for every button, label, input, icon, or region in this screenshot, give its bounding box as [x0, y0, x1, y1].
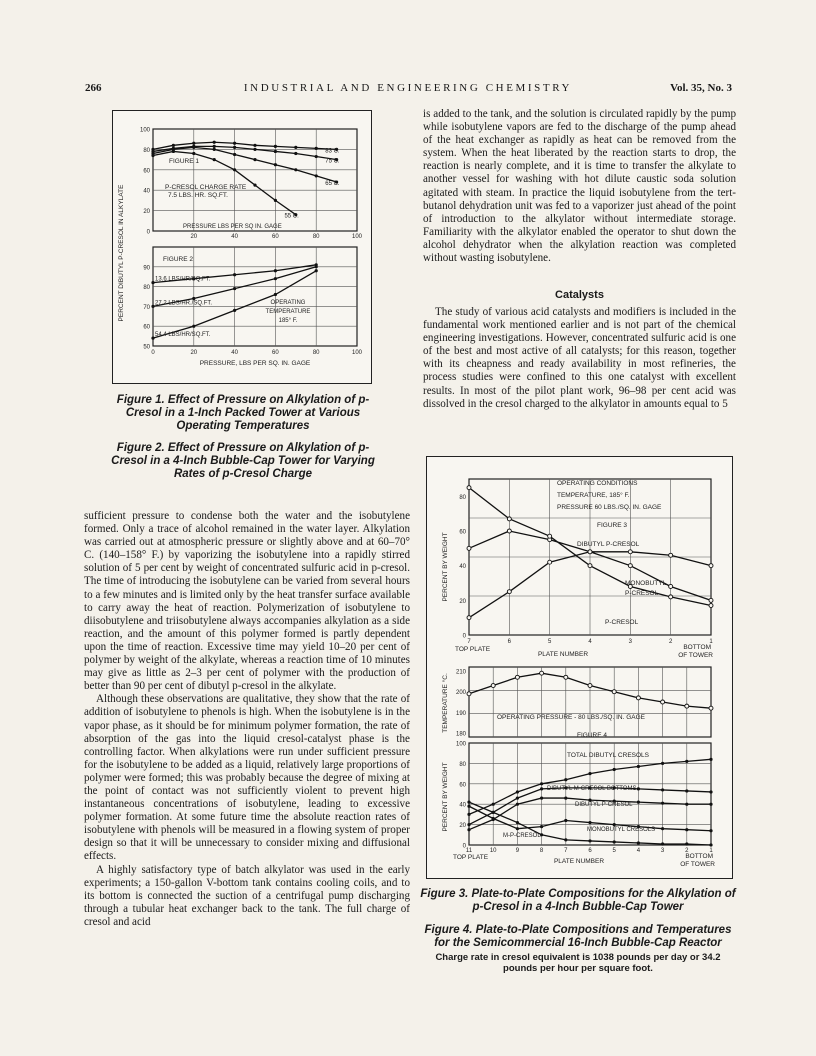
fig4-comp-series-line-point [637, 787, 640, 790]
fig4-comp-series-label: DIBUTYL M-CRESOL BOTTOMS [547, 786, 637, 792]
fig1-series-line-point [294, 152, 297, 155]
fig4-comp-series-line-point [564, 778, 567, 781]
fig3-series-label: DIBUTYL P-CRESOL [577, 541, 640, 548]
paragraph: The study of various acid catalysts and modifiers is included in the fundamental work mentioned earlier and is not part of the chemical engineering investigations. However, concentrated sulfuric acid is one of the best and most active of all catalysts; for this reason, together with its cheapness and ready availability in most refineries, the process studies were confined to this one catalyst with excellent results. In most of the pilot plant work, 96–98 per cent acid was dissolved in the cresol charged to the alkylator in amounts equal to 5 [423, 306, 736, 410]
fig3-series-line-point [709, 598, 713, 602]
fig1-series-label: 75 C. [325, 158, 340, 165]
figure-1-2-chart [113, 111, 371, 383]
fig3-xtick: 2 [668, 639, 673, 645]
fig4-temp-ytick: 180 [455, 731, 466, 738]
fig3-conditions: PRESSURE 60 LBS./SQ. IN. GAGE [557, 504, 662, 511]
fig4-temp-line-point [661, 700, 665, 704]
fig4-comp-series-line-point [709, 758, 712, 761]
fig4-comp-xtick: 4 [636, 848, 641, 854]
fig4-comp-series-line-point [685, 760, 688, 763]
fig2-series-line-point [315, 265, 318, 268]
fig4-comp-series-line-point [540, 825, 543, 828]
fig3-xtick: 3 [628, 639, 633, 645]
fig4-temp-ylabel: TEMPERATURE °C. [442, 673, 449, 733]
fig4-comp-xtick: 7 [564, 848, 568, 854]
fig4-comp-series-line-point [492, 811, 495, 814]
fig1-note: P-CRESOL CHARGE RATE [165, 184, 247, 191]
fig3-series-line-point [709, 604, 713, 608]
fig4-comp-xtick: 9 [515, 848, 520, 854]
right-column-text [423, 108, 736, 265]
fig3-series-label: P-CRESOL [625, 590, 659, 597]
fig3-series-line-point [548, 560, 552, 564]
fig3-series-line-point [669, 595, 673, 599]
fig2-label: FIGURE 2 [163, 256, 193, 263]
fig3-ytick: 60 [459, 529, 466, 536]
left-column-text [84, 510, 410, 929]
figure-1-2-frame [112, 110, 372, 384]
fig3-title: FIGURE 3 [597, 522, 627, 529]
fig2-xtick: 60 [272, 350, 279, 356]
fig4-comp-series-line-point [492, 803, 495, 806]
fig4-comp-series-line-point [661, 788, 664, 791]
fig2-xtick: 100 [351, 350, 363, 356]
fig1-label: FIGURE 1 [169, 158, 199, 165]
fig2-xtick: 80 [312, 350, 320, 356]
fig3-xtick: 1 [709, 639, 713, 645]
fig4-comp-ytick: 40 [459, 802, 466, 809]
fig1-series-line-point [274, 150, 277, 153]
fig1-series-line-point [253, 158, 256, 161]
fig2-ytick: 80 [143, 285, 150, 292]
fig4-comp-series-line-point [613, 768, 616, 771]
fig1-ytick: 60 [143, 168, 150, 175]
fig1-series-line-point [213, 145, 216, 148]
fig1-series-line-point [172, 150, 175, 153]
fig4-comp-series-line-point [709, 829, 712, 832]
fig2-xlabel: PRESSURE, LBS PER SQ. IN. GAGE [199, 360, 311, 367]
fig3-series-line-point [588, 564, 592, 568]
fig4-comp-xtick: 3 [660, 848, 665, 854]
fig4-comp-xtick: 8 [539, 848, 544, 854]
fig2-annotation: TEMPERATURE [265, 309, 311, 315]
fig1-series-line-point [233, 153, 236, 156]
fig4-comp-series-line-point [613, 823, 616, 826]
fig1-xtick: 20 [190, 234, 198, 240]
journal-title: INDUSTRIAL AND ENGINEERING CHEMISTRY [243, 82, 573, 94]
fig1-xtick: 40 [231, 234, 238, 240]
fig1-series-line-point [253, 148, 256, 151]
fig1-series-label: 65 C. [325, 181, 340, 188]
fig4-temp-line-point [564, 675, 568, 679]
figure-3-4-chart [427, 457, 732, 878]
fig3-series-line-point [467, 486, 471, 490]
fig2-xtick: 40 [231, 350, 238, 356]
fig3-series-line-point [548, 534, 552, 538]
fig4-annotation: OPERATING PRESSURE - 80 LBS./SQ. IN. GAGE [497, 714, 645, 721]
fig1-series-line-point [233, 146, 236, 149]
paragraph: Although these observations are qualitative, they show that the rate of addition of isobutylene to phenols is high. When the isobutylene is in the vapor phase, as it should be for minimum polymer formation, the rate of absorption of the gas into the liquid cresol-catalyst phase is the controlling factor. When alkylations were run under sufficient pressure for the isobutylene to be added as a liquid, relatively large proportions of polymer were formed; this was probably because the degree of mixing at the point of contact was not sufficiently violent to prevent high instantaneous concentrations of isobutylene, leading to excessive polymer formation. At some future time the absolute reaction rates of isobutylene with phenols will be measured in a flowing system of proper design so that it will be unnecessary to consider mixing and diffusional effects. [84, 693, 410, 863]
fig4-comp-series-line-point [564, 838, 567, 841]
fig1-ytick: 40 [143, 188, 150, 195]
fig3-conditions: OPERATING CONDITIONS [557, 480, 638, 487]
fig4-temp-line-point [709, 706, 713, 710]
fig4-comp-series-line-point [492, 817, 495, 820]
fig2-series-line-point [233, 273, 236, 276]
figure-1-caption: Figure 1. Effect of Pressure on Alkylation of p-Cresol in a 1-Inch Packed Tower at Various Operating Temperatures [116, 394, 370, 432]
fig4-comp-series-label: M-P-CRESOL [503, 833, 541, 839]
fig3-series-line-point [669, 553, 673, 557]
fig3-series-line-point [709, 564, 713, 568]
fig3-series-line-point [628, 550, 632, 554]
fig1-series-line-point [213, 158, 216, 161]
fig2-xtick: 20 [190, 350, 198, 356]
fig1-series-label: 55 C. [284, 213, 299, 220]
fig1-ytick: 20 [143, 209, 150, 216]
fig4-comp-series-line-point [588, 772, 591, 775]
fig3-series-line-point [467, 546, 471, 550]
fig3-ytick: 40 [459, 564, 466, 571]
fig4-comp-series-label: MONOBUTYL CRESOLS [587, 827, 656, 833]
fig4-temp-ytick: 200 [455, 690, 466, 697]
fig1-series-line-point [213, 148, 216, 151]
fig1-series-label: 83 C. [325, 148, 340, 155]
fig4-temp-line-point [685, 704, 689, 708]
figure-3-4-frame [426, 456, 733, 879]
fig4-temp-ytick: 190 [455, 710, 466, 717]
fig4-comp-x-left-label: TOP PLATE [453, 854, 489, 861]
fig1-xtick: 100 [351, 234, 363, 240]
fig1-series-line-point [172, 144, 175, 147]
fig3-ylabel: PERCENT BY WEIGHT [442, 532, 449, 602]
fig2-xtick: 0 [151, 350, 155, 356]
fig3-series-label: P-CRESOL [605, 619, 639, 626]
fig4-title: FIGURE 4 [577, 732, 607, 739]
fig1-series-line-point [315, 174, 318, 177]
fig3-xlabel: PLATE NUMBER [537, 651, 589, 658]
fig1-xtick: 80 [312, 234, 320, 240]
fig2-ytick: 70 [143, 304, 150, 311]
fig4-comp-series-line-point [685, 803, 688, 806]
fig4-comp-series-line-point [709, 843, 712, 846]
fig1-series-line-point [151, 154, 154, 157]
fig4-comp-series-line-point [588, 821, 591, 824]
fig4-comp-xtick: 11 [465, 848, 473, 854]
fig1-series-line-point [274, 163, 277, 166]
fig3-xtick: 6 [507, 639, 512, 645]
fig1-ytick: 100 [139, 127, 150, 134]
fig2-series-line-point [274, 277, 277, 280]
fig4-comp-xtick: 5 [612, 848, 616, 854]
fig4-comp-series-line-point [540, 796, 543, 799]
shared-ylabel: PERCENT DIBUTYL P-CRESOL IN ALKYLATE [118, 184, 125, 322]
fig2-series-label: 54.4 LBS/HR/SQ.FT. [155, 332, 211, 339]
fig3-xtick: 7 [467, 639, 471, 645]
fig1-series-line-point [253, 184, 256, 187]
fig3-series-label: MONOBUTYL [625, 580, 667, 587]
fig1-series-line-point [274, 199, 277, 202]
fig1-series-line-point [192, 152, 195, 155]
volume-issue: Vol. 35, No. 3 [670, 82, 732, 94]
fig2-series-line-point [315, 269, 318, 272]
fig3-series-line-point [467, 616, 471, 620]
fig3-conditions: TEMPERATURE, 185° F. [557, 492, 630, 499]
fig2-series-line-point [274, 269, 277, 272]
fig1-series-line-point [294, 168, 297, 171]
fig4-comp-series-line-point [516, 803, 519, 806]
fig4-comp-ytick: 60 [459, 782, 466, 789]
paragraph: is added to the tank, and the solution is circulated rapidly by the pump while isobutylene vapors are fed to the discharge of the pump ahead of the heat exchanger as rapidly as heat can be removed from the system. When the heat liberated by the reaction starts to drop, the reaction is nearly complete, and it is time to transfer the alkylate to another vessel for washing with hot dilute caustic soda solution agitated with steam. In practice the liquid isobutylene from the tert-butanol dehydration unit was fed to a vaporizer just ahead of the point of introduction to the alkylator without intermediate storage. Familiarity with the alkylator enabled the operator to shut down the alcohol dehydrator when the alkylation reaction was completed without wasting isobutylene. [423, 108, 736, 265]
fig4-comp-ytick: 20 [459, 823, 466, 830]
section-heading-catalysts: Catalysts [555, 289, 604, 301]
fig4-comp-series-label: TOTAL DIBUTYL CRESOLS [567, 752, 649, 759]
fig4-temp-line-point [491, 684, 495, 688]
fig4-comp-ytick: 80 [459, 761, 466, 768]
fig4-comp-series-line-point [709, 790, 712, 793]
fig4-comp-series-line-point [661, 802, 664, 805]
figure-3-caption: Figure 3. Plate-to-Plate Compositions for the Alkylation of p-Cresol in a 4-Inch Bubble-Cap Tower [420, 888, 736, 913]
fig4-comp-series-line-point [637, 765, 640, 768]
fig3-series-line-point [669, 584, 673, 588]
fig3-series-line-point [628, 564, 632, 568]
fig4-comp-x-right-label: OF TOWER [680, 861, 715, 868]
fig4-comp-series-line-point [516, 821, 519, 824]
fig4-comp-series-line-point [613, 840, 616, 843]
fig3-xtick: 5 [547, 639, 552, 645]
fig4-comp-series-line-point [637, 801, 640, 804]
fig1-series-line-point [274, 145, 277, 148]
fig4-comp-series-line-point [661, 762, 664, 765]
fig4-temp-line-point [540, 671, 544, 675]
fig4-comp-series-line-point [661, 842, 664, 845]
fig3-ytick: 0 [462, 633, 466, 640]
figure-4-caption: Figure 4. Plate-to-Plate Compositions and Temperatures for the Semicommercial 16-Inch Bubble-Cap Reactor [424, 924, 732, 949]
fig4-comp-series-line-point [540, 782, 543, 785]
fig1-series-line-point [192, 142, 195, 145]
fig4-comp-series-line-point [516, 790, 519, 793]
fig4-comp-series-line-point [709, 803, 712, 806]
fig2-ytick: 50 [143, 344, 150, 351]
fig4-comp-series-line-point [516, 827, 519, 830]
fig1-series-line-point [253, 144, 256, 147]
fig3-series-line-point [507, 590, 511, 594]
fig4-comp-series-line-point [564, 819, 567, 822]
fig1-xlabel: PRESSURE LBS PER SQ IN. GAGE [183, 224, 282, 230]
fig3-ytick: 80 [459, 494, 466, 501]
fig3-series-line-point [507, 517, 511, 521]
fig2-annotation: 185° F. [278, 318, 298, 324]
fig4-comp-ytick: 0 [462, 843, 466, 850]
fig2-ytick: 90 [143, 265, 150, 272]
fig4-comp-series-line-point [516, 796, 519, 799]
fig2-series-line-point [274, 293, 277, 296]
fig3-series-line-point [507, 529, 511, 533]
fig2-series-label: 27.2 LBS/HR./SQ.FT. [155, 300, 213, 307]
fig3-ytick: 20 [459, 598, 466, 605]
fig2-series-label: 13.6 LBS/HR/SQ.FT. [155, 276, 211, 283]
fig1-xtick: 60 [272, 234, 279, 240]
fig4-comp-series-label: DIBUTYL P-CRESOL [575, 802, 633, 808]
fig4-comp-series-line-point [467, 805, 470, 808]
fig4-comp-series-line-point [467, 813, 470, 816]
fig3-x-left-label: TOP PLATE [455, 646, 491, 653]
fig4-comp-series-line-point [637, 841, 640, 844]
fig1-series-line-point [233, 142, 236, 145]
fig3-x-right-label: OF TOWER [678, 652, 713, 659]
fig1-series-line-point [315, 155, 318, 158]
fig4-comp-series-line-point [467, 828, 470, 831]
fig1-ytick: 0 [146, 229, 150, 236]
fig2-series-line-point [233, 309, 236, 312]
figure-2-caption: Figure 2. Effect of Pressure on Alkylation of p-Cresol in a 4-Inch Bubble-Cap Tower for Varying Rates of p-Cresol Charge [111, 442, 375, 480]
paragraph: A highly satisfactory type of batch alkylator was used in the early experiments; a 150-gallon V-bottom tank contains cooling coils, and to its bottom is connected the suction of a centrifugal pump discharging through a tubular heat exchanger back to the tank. The full charge of cresol and acid [84, 863, 410, 928]
fig4-comp-series-line-point [661, 827, 664, 830]
fig1-series-line-point [192, 146, 195, 149]
fig4-temp-line-point [515, 675, 519, 679]
fig2-ytick: 60 [143, 324, 150, 331]
fig4-comp-xtick: 6 [588, 848, 592, 854]
fig2-series-line-point [192, 325, 195, 328]
fig1-note: 7.5 LBS. HR. SQ.FT. [168, 192, 228, 199]
fig4-comp-xtick: 1 [709, 848, 713, 854]
fig4-comp-series-line-point [540, 787, 543, 790]
fig2-annotation: OPERATING [270, 300, 306, 306]
fig4-comp-ytick: 100 [455, 741, 466, 748]
fig4-temp-line-point [612, 690, 616, 694]
fig4-comp-x-right-label: BOTTOM [685, 853, 713, 860]
fig3-xtick: 4 [588, 639, 592, 645]
fig3-series-line-point [588, 550, 592, 554]
fig4-comp-series-line-point [685, 789, 688, 792]
catalysts-text [423, 306, 736, 411]
fig1-series-line-point [213, 141, 216, 144]
fig4-comp-ylabel: PERCENT BY WEIGHT [442, 762, 449, 832]
fig3-x-right-label: BOTTOM [683, 644, 711, 651]
fig1-series-line-point [315, 147, 318, 150]
figure-4-note: Charge rate in cresol equivalent is 1038 pounds per day or 34.2 pounds per hour per square foot. [435, 952, 721, 974]
fig1-series-line-point [294, 146, 297, 149]
fig1-series-line-point [233, 168, 236, 171]
fig4-comp-series-line-point [685, 828, 688, 831]
page-number: 266 [85, 82, 102, 94]
fig4-temp-line-point [467, 692, 471, 696]
fig4-comp-xlabel: PLATE NUMBER [553, 858, 605, 865]
fig4-temp-line-point [636, 696, 640, 700]
fig4-comp-series-line-point [564, 796, 567, 799]
fig4-comp-xtick: 10 [489, 848, 497, 854]
fig4-comp-series-line-point [467, 801, 470, 804]
fig4-temp-line-point [588, 684, 592, 688]
paragraph: sufficient pressure to condense both the water and the isobutylene formed. Only a trace of alcohol remained in the water layer. Alkylation was carried out at atmospheric pressure or slightly above and at 60–70° C. (140–158° F.) by vaporizing the isobutylene into a rapidly stirred solution of 5 per cent by weight of concentrated sulfuric acid in p-cresol. The time of introducing the isobutylene can be varied from several hours to a few minutes and is limited only by the heat transfer surface available to carry away the heat of reaction. Polymerization of isobutylene to diisobutylene and triisobutylene always accompanies alkylation as a side reaction, and the amount of this polymer formed is partly dependent upon the time of reaction. Excessive time may yield 10–20 per cent of polymer by weight of the alkylate, whereas a reaction time of 10 minutes may give as little as 2–3 per cent of polymer with the production of better than 90 per cent of dibutyl p-cresol in the alkylate. [84, 510, 410, 693]
fig4-comp-xtick: 2 [685, 848, 689, 854]
fig1-ytick: 80 [143, 147, 150, 154]
fig2-series-line-point [233, 287, 236, 290]
fig4-comp-series-line-point [588, 839, 591, 842]
fig4-comp-series-line-point [467, 823, 470, 826]
fig4-comp-series-line-point [685, 842, 688, 845]
fig4-temp-ytick: 210 [455, 669, 466, 676]
